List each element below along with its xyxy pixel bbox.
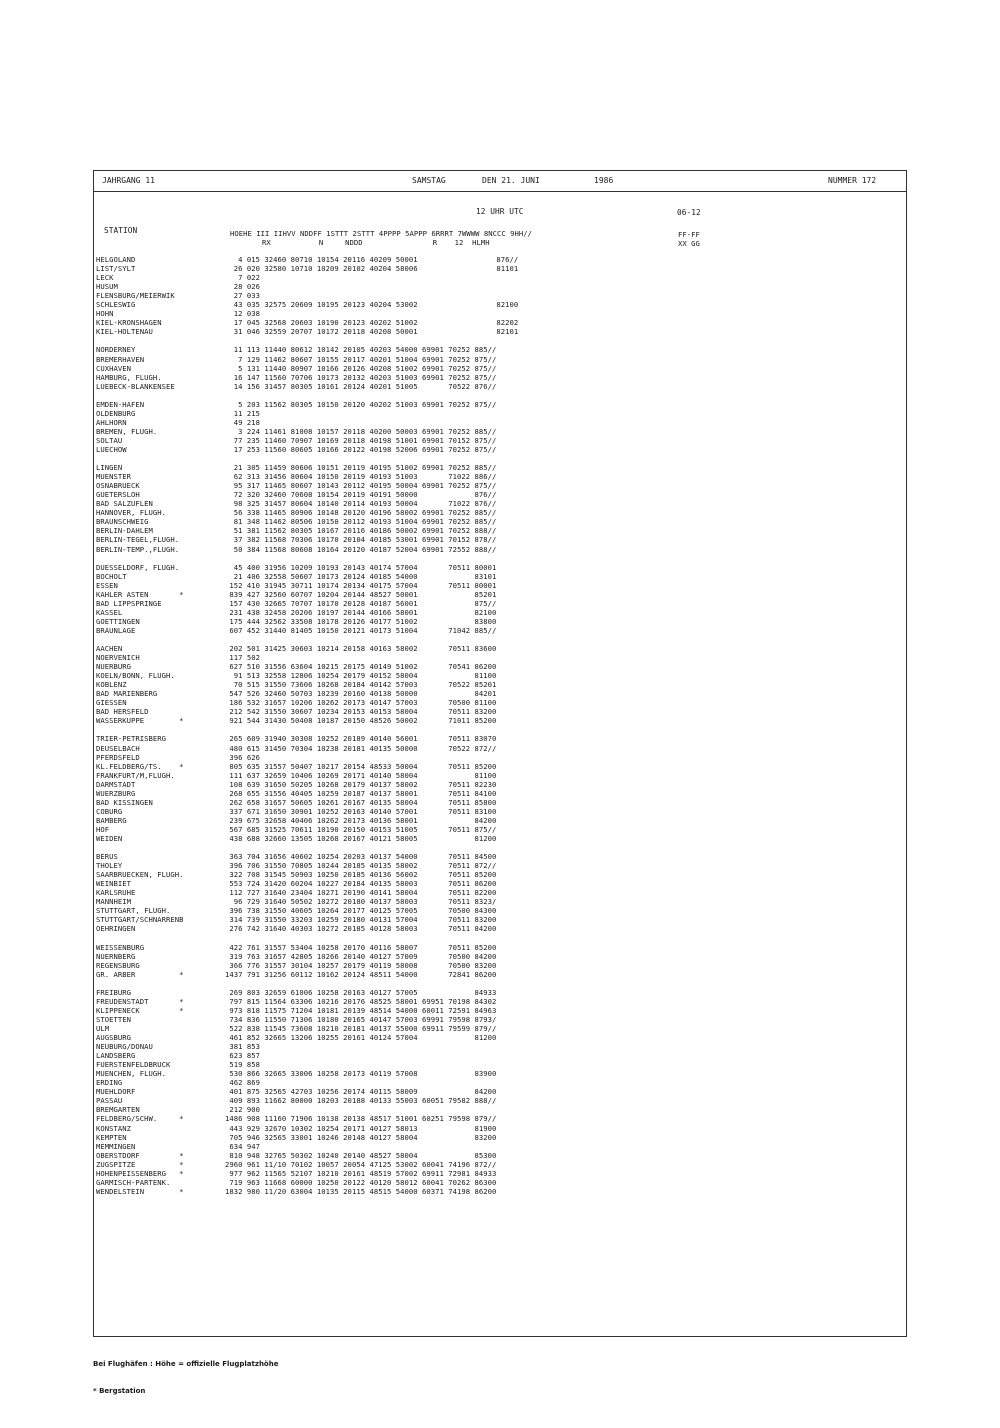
station-group [96, 852, 184, 933]
station-name: LINGEN [96, 463, 123, 473]
station-name: FREUDENSTADT * [96, 996, 184, 1006]
station-name: GARMISCH-PARTENK. [96, 1177, 171, 1187]
observation-row: 152 410 31945 30711 10174 20134 40175 57004 70511 80001 [225, 580, 497, 590]
observation-row: 17 045 32568 20603 10190 20123 40202 51002 82202 [225, 318, 519, 328]
station-name: BAD MARIENBERG [96, 689, 158, 699]
station-name: DUESSELDORF, FLUGH. [96, 562, 180, 572]
observation-row: 634 947 [225, 1141, 261, 1151]
station-group [96, 943, 184, 979]
observation-row: 21 406 32558 50607 10173 20124 40185 54000 83101 [225, 571, 497, 581]
station-name: BRAUNSCHWEIG [96, 517, 149, 527]
observation-row: 396 706 31550 70805 10244 20185 40135 58002 70511 872// [225, 861, 497, 871]
observation-row: 77 235 11460 70907 10169 20118 40198 51001 69901 70152 875// [225, 435, 497, 445]
observation-row: 262 658 31657 50605 10261 20167 40135 58004 70511 85800 [225, 797, 497, 807]
observation-row: 396 626 [225, 752, 261, 762]
observation-row: 547 526 32460 50703 10239 20160 40138 50000 84201 [225, 689, 497, 699]
station-name: NOERVENICH [96, 653, 140, 663]
station-name: BERUS [96, 852, 118, 862]
observation-row: 98 325 31457 80604 10140 20114 40193 50004 71022 876// [225, 499, 497, 509]
observation-row: 17 253 11560 80605 10166 20122 40198 52006 69901 70252 875// [225, 444, 497, 454]
observation-row: 3 224 11461 81008 10157 20118 40200 50003 69901 70252 885// [225, 426, 497, 436]
observation-row: 1437 791 31256 60112 10162 20124 48511 54000 72841 86200 [225, 969, 497, 979]
observation-row: 117 502 [225, 653, 261, 663]
station-name: WEIDEN [96, 834, 123, 843]
date-label: DEN 21. JUNI [482, 176, 540, 185]
station-name: LUECHOW [96, 444, 127, 454]
station-name: OEHRINGEN [96, 924, 136, 934]
observation-row: 7 129 11462 80607 10155 20117 40201 51004 69901 70252 875// [225, 354, 497, 364]
observation-row: 607 452 31440 81405 10150 20121 40173 51004 71042 885// [225, 625, 497, 635]
observation-row: 839 427 32560 60707 10204 20144 48527 50001 85201 [225, 589, 497, 599]
station-name: LECK [96, 273, 114, 283]
issue-number-label: NUMMER 172 [828, 176, 877, 185]
observation-row: 5 131 11440 80907 10166 20126 40208 51002 69901 70252 875// [225, 363, 497, 373]
station-name: TRIER-PETRISBERG [96, 734, 167, 744]
footer-airport-note: Bei Flughäfen : Höhe = offizielle Flugplatzhöhe [93, 1360, 279, 1368]
observation-row: 4 015 32460 80710 10154 20116 40209 50001 876// [225, 255, 519, 264]
observation-row: 396 738 31550 40605 10264 20177 40125 57005 70500 84300 [225, 906, 497, 916]
station-name: KAHLER ASTEN * [96, 589, 184, 599]
station-name: WEISSENBURG [96, 942, 145, 952]
data-group [225, 644, 518, 725]
station-name: KEMPTEN [96, 1132, 127, 1142]
observation-row: 5 203 11562 80305 10150 20120 40202 51003 69901 70252 875// [225, 399, 497, 409]
observation-row: 363 704 31656 40602 10254 20203 40137 54000 70511 84500 [225, 852, 497, 862]
observation-row: 322 708 31545 50903 10250 20185 40136 56002 70511 85200 [225, 870, 497, 880]
header-bar [93, 170, 907, 192]
station-name: OBERSTDORF * [96, 1150, 184, 1160]
station-name: MUEHLDORF [96, 1087, 136, 1097]
observation-row: 91 513 32558 12806 10254 20179 40152 58004 81100 [225, 671, 497, 681]
observation-row: 2960 961 11/10 70102 10057 20054 47125 53002 60041 74196 872// [225, 1159, 497, 1169]
observation-row: 7 022 [225, 273, 261, 283]
observation-row: 623 857 [225, 1051, 261, 1061]
observation-row: 49 218 [225, 417, 261, 427]
observation-row: 265 609 31940 30308 10252 20189 40140 56001 70511 83070 [225, 734, 497, 744]
data-group [225, 943, 518, 979]
observation-row: 11 113 11440 80612 10142 20105 40203 54000 69901 70252 885// [225, 345, 497, 355]
station-name: FREIBURG [96, 987, 132, 997]
observation-row: 50 384 11568 80608 10164 20120 40187 52004 69901 72552 888// [225, 544, 497, 554]
data-group [225, 463, 518, 553]
station-name: FUERSTENFELDBRUCK [96, 1060, 171, 1070]
observation-row: 553 724 31420 60204 10227 20184 40135 58003 70511 86200 [225, 879, 497, 889]
observation-row: 27 033 [225, 291, 261, 301]
station-name: REGENSBURG [96, 960, 140, 970]
station-name: HOHN [96, 309, 114, 319]
station-name: EMDEN-HAFEN [96, 399, 145, 409]
observation-row: 1486 908 11160 71906 10138 20138 48517 51001 60251 79598 879// [225, 1114, 497, 1124]
observation-row: 95 317 11465 80607 10143 20112 40195 50004 69901 70252 875// [225, 481, 497, 491]
station-name: BAD KISSINGEN [96, 797, 153, 807]
station-name: SOLTAU [96, 435, 123, 445]
station-name: KL.FELDBERG/TS. * [96, 761, 184, 771]
station-name: KOBLENZ [96, 680, 127, 690]
observation-row: 409 893 11662 80000 10203 20188 40133 55003 60051 79582 888// [225, 1096, 497, 1106]
station-name: KIEL-HOLTENAU [96, 327, 153, 337]
station-group [96, 563, 184, 635]
observation-row: 12 038 [225, 309, 261, 319]
station-name: KLIPPENECK * [96, 1005, 184, 1015]
period-label: 06-12 [677, 208, 701, 217]
observation-row: 530 866 32665 33006 10258 20173 40119 57008 83900 [225, 1069, 497, 1079]
station-name: WASSERKUPPE * [96, 716, 184, 726]
observation-row: 37 382 11568 70306 10170 20104 40185 53001 69901 70152 878// [225, 535, 497, 545]
columns-header-line2: RX N NDDD R 12 HLMH [262, 238, 490, 247]
observation-row: 401 875 32565 42703 10256 20174 40115 58009 84200 [225, 1087, 497, 1097]
observation-row: 175 444 32562 33508 10178 20126 40177 51002 83800 [225, 616, 497, 626]
observation-row: 810 948 32765 50302 10240 20140 48527 58004 85300 [225, 1150, 497, 1160]
data-column [225, 255, 518, 1205]
observation-row: 438 688 32660 13505 10268 20167 40121 58005 81200 [225, 834, 497, 843]
observation-row: 337 671 31650 30901 10252 20163 40140 57001 70511 83100 [225, 806, 497, 816]
data-group [225, 345, 518, 390]
station-name: HANNOVER, FLUGH. [96, 508, 167, 518]
observation-row: 805 635 31557 50407 10217 20154 48533 50004 70511 85200 [225, 761, 497, 771]
observation-row: 519 858 [225, 1060, 261, 1070]
observation-row: 62 313 31456 80604 10150 20119 40193 51003 71022 886// [225, 472, 497, 482]
data-group [225, 734, 518, 843]
observation-row: 231 438 32458 20206 10197 20144 40166 58001 82100 [225, 607, 497, 617]
station-name: FLENSBURG/MEIERWIK [96, 291, 175, 301]
data-group [225, 852, 518, 933]
observation-row: 111 637 32659 10406 10269 20171 40140 58004 81100 [225, 770, 497, 780]
observation-row: 443 929 32670 10302 10254 20171 40127 58013 81900 [225, 1123, 497, 1133]
observation-row: 480 615 31450 70304 10238 20181 40135 50000 70522 872// [225, 743, 497, 753]
observation-row: 734 836 11550 71306 10180 20165 40147 57003 69991 79598 8793/ [225, 1014, 497, 1024]
station-name: WUERZBURG [96, 788, 136, 798]
station-name: AHLHORN [96, 417, 127, 427]
station-name: SAARBRUECKEN, FLUGH. [96, 870, 184, 880]
station-group [96, 463, 184, 553]
observation-row: 31 046 32559 20707 10172 20118 40208 50001 82101 [225, 327, 519, 337]
station-name: BAD LIPPSPRINGE [96, 598, 162, 608]
station-name: HELGOLAND [96, 255, 136, 264]
station-name: ZUGSPITZE * [96, 1159, 184, 1169]
station-name: LUEBECK-BLANKENSEE [96, 381, 175, 391]
observation-row: 96 729 31640 50502 10272 20180 40137 58003 70511 8323/ [225, 897, 497, 907]
observation-row: 627 510 31556 63604 10215 20175 40149 51002 70541 86200 [225, 662, 497, 672]
station-name: HUSUM [96, 282, 118, 292]
station-name: BREMEN, FLUGH. [96, 426, 158, 436]
observation-row: 51 381 11562 80305 10167 20116 40186 50002 69901 70252 888// [225, 526, 497, 536]
station-group [96, 644, 184, 725]
station-name: BRAUNLAGE [96, 625, 136, 635]
station-name: BERLIN-TEGEL,FLUGH. [96, 535, 180, 545]
station-name: PFERDSFELD [96, 752, 140, 762]
station-name: BERLIN-TEMP.,FLUGH. [96, 544, 180, 554]
footer-notes [93, 1342, 278, 1414]
station-name: DARMSTADT [96, 779, 136, 789]
extra-header-line1: FF-FF [678, 230, 700, 239]
observation-row: 56 338 11465 80906 10148 20120 40196 58002 69901 70252 885// [225, 508, 497, 518]
station-name: AUGSBURG [96, 1033, 132, 1043]
observation-row: 11 215 [225, 408, 261, 418]
data-group [225, 988, 518, 1196]
observation-row: 462 869 [225, 1078, 261, 1088]
observation-row: 21 305 11459 80606 10151 20119 40195 51002 69901 70252 885// [225, 463, 497, 473]
station-name: BAD HERSFELD [96, 707, 149, 717]
observation-row: 461 852 32665 13206 10255 20161 40124 57004 81200 [225, 1033, 497, 1043]
observation-row: 319 763 31657 42805 10266 20140 40127 57009 70500 84200 [225, 951, 497, 961]
columns-header-line1: HOEHE III IIHVV NDDFF 1STTT 2STTT 4PPPP 5APPP 6RRRT 7WWWW 8NCCC 9HH// [230, 229, 533, 238]
observation-row: 202 501 31425 30603 10214 20158 40163 58002 70511 83600 [225, 644, 497, 654]
station-name: FELDBERG/SCHW. * [96, 1114, 184, 1124]
station-name: ERDING [96, 1078, 123, 1088]
observation-row: 269 803 32659 61006 10258 20163 40127 57005 84933 [225, 987, 497, 997]
observation-row: 239 675 32658 40406 10262 20173 40136 58001 84200 [225, 815, 497, 825]
observation-row: 977 962 11565 52107 10210 20161 48519 57002 69911 72981 84933 [225, 1168, 497, 1178]
station-name: NUERNBERG [96, 951, 136, 961]
station-name: BAD SALZUFLEN [96, 499, 153, 509]
station-column-header: STATION [104, 226, 138, 235]
station-name: BOCHOLT [96, 571, 127, 581]
observation-row: 921 544 31430 50408 10187 20150 48526 50002 71011 85200 [225, 716, 497, 726]
station-name: HOF [96, 824, 110, 834]
observation-row: 212 542 31550 30607 10234 20153 40153 58004 70511 83200 [225, 707, 497, 717]
station-name: STOETTEN [96, 1014, 132, 1024]
data-group [225, 255, 518, 336]
observation-row: 705 946 32565 33001 10246 20148 40127 58004 83200 [225, 1132, 497, 1142]
station-group [96, 255, 184, 336]
station-name: CUXHAVEN [96, 363, 132, 373]
station-name: GR. ARBER * [96, 969, 184, 979]
observation-row: 314 739 31550 33203 10259 20180 40131 57004 70511 83200 [225, 915, 497, 925]
observation-row: 26 020 32580 10710 10209 20102 40204 58006 81101 [225, 264, 519, 274]
observation-row: 112 727 31640 23404 10271 20190 40141 58004 70511 82200 [225, 888, 497, 898]
station-name: GUETERSLOH [96, 490, 140, 500]
station-name: OLDENBURG [96, 408, 136, 418]
station-name: SCHLESWIG [96, 300, 136, 310]
station-name: MANNHEIM [96, 897, 132, 907]
station-column [96, 255, 184, 1205]
station-name: LANDSBERG [96, 1051, 136, 1061]
station-name: KASSEL [96, 607, 123, 617]
data-group [225, 563, 518, 635]
utc-label: 12 UHR UTC [476, 207, 524, 216]
station-name: MEMMINGEN [96, 1141, 136, 1151]
observation-row: 973 818 11575 71204 10181 20139 48514 54000 60011 72591 84963 [225, 1005, 497, 1015]
station-group [96, 734, 184, 843]
station-name: MUENSTER [96, 472, 132, 482]
observation-row: 522 838 11545 73608 10210 20181 40137 55000 69911 79599 879// [225, 1023, 497, 1033]
station-name: FRANKFURT/M,FLUGH. [96, 770, 175, 780]
station-name: ULM [96, 1023, 110, 1033]
station-name: ESSEN [96, 580, 118, 590]
observation-row: 268 655 31556 40405 10259 20187 40137 58001 70511 84100 [225, 788, 497, 798]
station-name: HOHENPEISSENBERG * [96, 1168, 184, 1178]
observation-row: 212 900 [225, 1105, 261, 1115]
observation-row: 70 515 31550 73606 10268 20184 40142 57003 70522 85201 [225, 680, 497, 690]
station-name: BERLIN-DAHLEM [96, 526, 153, 536]
observation-row: 14 156 31457 80305 10161 20124 40201 51005 70522 876// [225, 381, 497, 391]
station-name: GIESSEN [96, 698, 127, 708]
station-name: OSNABRUECK [96, 481, 140, 491]
station-name: STUTTGART, FLUGH. [96, 906, 171, 916]
station-name: STUTTGART/SCHNARRENB [96, 915, 184, 925]
station-group [96, 988, 184, 1196]
observation-row: 567 685 31525 70611 10190 20150 40153 51005 70511 875// [225, 824, 497, 834]
station-name: COBURG [96, 806, 123, 816]
observation-row: 186 532 31657 10206 10262 20173 40147 57003 70500 81100 [225, 698, 497, 708]
station-name: DEUSELBACH [96, 743, 140, 753]
observation-row: 276 742 31640 40303 10272 20185 40128 58003 70511 84200 [225, 924, 497, 934]
station-name: NEUBURG/DONAU [96, 1042, 153, 1052]
jahrgang-label: JAHRGANG 11 [102, 176, 155, 185]
station-name: KOELN/BONN, FLUGH. [96, 671, 175, 681]
observation-row: 157 430 32665 70707 10170 20128 40187 56001 875// [225, 598, 497, 608]
observation-row: 422 761 31557 53404 10258 20170 40116 58007 70511 85200 [225, 942, 497, 952]
station-name: LIST/SYLT [96, 264, 136, 274]
station-name: KIEL-KRONSHAGEN [96, 318, 162, 328]
footer-mountain-note: * Bergstation [93, 1387, 146, 1395]
station-name: BREMERHAVEN [96, 354, 145, 364]
station-name: THOLEY [96, 861, 123, 871]
observation-row: 16 147 11560 70706 10173 20132 40203 51003 69901 70252 875// [225, 372, 497, 382]
observation-row: 108 639 31650 50205 10268 20179 40137 58002 70511 82230 [225, 779, 497, 789]
station-name: NORDERNEY [96, 345, 136, 355]
observation-row: 43 035 32575 20609 10195 20123 40204 53002 82100 [225, 300, 519, 310]
observation-row: 381 853 [225, 1042, 261, 1052]
station-name: KONSTANZ [96, 1123, 132, 1133]
station-name: BAMBERG [96, 815, 127, 825]
observation-row: 28 026 [225, 282, 261, 292]
year-label: 1986 [594, 176, 614, 185]
station-name: NUERBURG [96, 662, 132, 672]
station-name: GOETTINGEN [96, 616, 140, 626]
data-group [225, 400, 518, 454]
observation-row: 366 776 31557 30104 10257 20179 40119 58008 70500 83200 [225, 960, 497, 970]
observation-row: 72 320 32460 70608 10154 20119 40191 50000 876// [225, 490, 497, 500]
observation-row: 81 348 11462 80506 10150 20112 40193 51004 69901 70252 885// [225, 517, 497, 527]
station-name: WENDELSTEIN * [96, 1186, 184, 1196]
station-group [96, 345, 184, 390]
station-name: PASSAU [96, 1096, 123, 1106]
station-name: MUENCHEN, FLUGH. [96, 1069, 167, 1079]
day-label: SAMSTAG [412, 176, 446, 185]
station-name: KARLSRUHE [96, 888, 136, 898]
observation-row: 1832 980 11/20 63004 10135 20115 48515 54000 60371 74198 86200 [225, 1186, 497, 1196]
observation-row: 719 963 11668 60000 10250 20122 40120 58012 60041 70262 86300 [225, 1177, 497, 1187]
station-group [96, 400, 184, 454]
observation-row: 797 815 11564 63306 10216 20176 48525 58001 69951 70198 84302 [225, 996, 497, 1006]
station-name: AACHEN [96, 644, 123, 654]
observation-row: 45 400 31956 10209 10193 20143 40174 57004 70511 80001 [225, 562, 497, 572]
station-name: HAMBURG, FLUGH. [96, 372, 162, 382]
station-name: WEINBIET [96, 879, 132, 889]
extra-header-line2: XX GG [678, 239, 700, 248]
station-name: BREMGARTEN [96, 1105, 140, 1115]
